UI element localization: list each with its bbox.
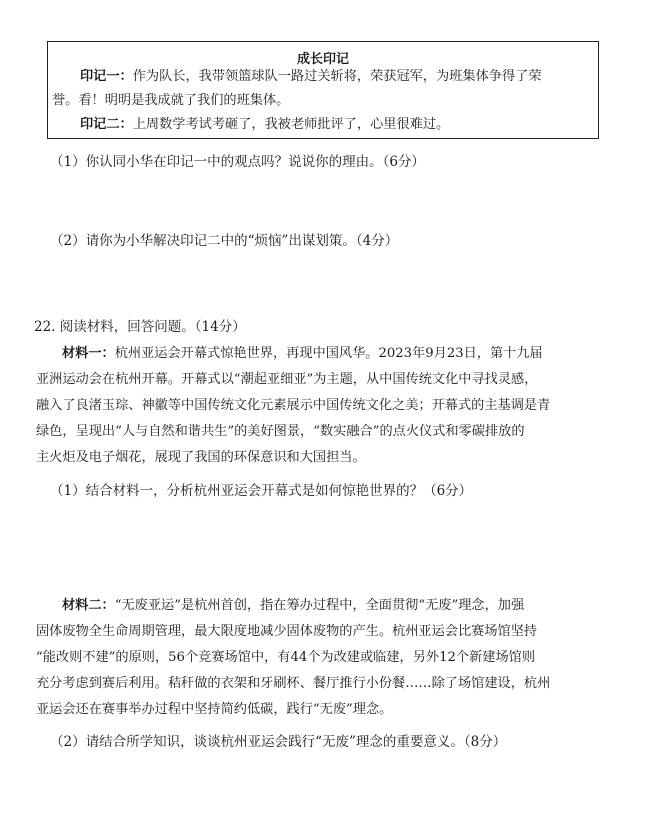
- box-title: 成长印记: [296, 52, 349, 67]
- material1-line3: 融入了良渚玉琮、神徽等中国传统文化元素展示中国传统文化之美；开幕式的主基调是青: [36, 398, 551, 413]
- material1-line5: 主火炬及电子烟花，展现了我国的环保意识和大国担当。: [36, 450, 366, 465]
- material2-line4: 充分考虑到赛后利用。秸秆做的衣架和牙刷杯、餐厅推行小份餐……除了场馆建设，杭州: [36, 676, 551, 691]
- material1-line4: 绿色，呈现出“人与自然和谐共生”的美好图景，“数实融合”的点火仪式和零碳排放的: [36, 424, 525, 439]
- entry1-line1: [80, 68, 542, 86]
- q21-sub2: （2）请你为小华解决印记二中的“烦恼”出谋划策。（4分）: [50, 233, 399, 249]
- entry2-label: 印记二：: [80, 117, 133, 132]
- material2-line1: [62, 597, 524, 615]
- material1-text: 杭州亚运会开幕式惊艳世界，再现中国风华。2023年9月23日，第十九届: [114, 346, 543, 361]
- entry1-label: 印记一：: [80, 69, 133, 84]
- material2-line3: “能改则不建”的原则，56个竞赛场馆中，有44个为改建或临建，另外12个新建场馆则: [36, 650, 536, 665]
- entry2-line: [80, 116, 449, 134]
- q22-sub1: （1）结合材料一，分析杭州亚运会开幕式是如何惊艳世界的？（6分）: [50, 483, 473, 499]
- entry1-text: 作为队长，我带领篮球队一路过关斩将，荣获冠军，为班集体争得了荣: [132, 69, 542, 84]
- entry2-text: 上周数学考试考砸了，我被老师批评了，心里很难过。: [132, 117, 450, 132]
- q21-sub1: （1）你认同小华在印记一中的观点吗？说说你的理由。（6分）: [50, 154, 425, 170]
- q22-sub2: （2）请结合所学知识，谈谈杭州亚运会践行“无废”理念的重要意义。（8分）: [50, 734, 507, 750]
- entry1-line2: 誉。看！明明是我成就了我们的班集体。: [52, 93, 290, 108]
- material2-label: 材料二：: [62, 598, 115, 613]
- material2-text: “无废亚运”是杭州首创，指在筹办过程中，全面贯彻“无废”理念，加强: [114, 598, 525, 613]
- material2-line5: 亚运会还在赛事举办过程中坚持简约低碳，践行“无废”理念。: [36, 702, 393, 717]
- q22-heading: 22. 阅读材料，回答问题。（14分）: [34, 319, 246, 335]
- material1-line2: 亚洲运动会在杭州开幕。开幕式以“潮起亚细亚”为主题，从中国传统文化中寻找灵感，: [36, 372, 538, 387]
- material2-line2: 固体废物全生命周期管理，最大限度地减少固体废物的产生。杭州亚运会比赛场馆坚持: [36, 624, 538, 639]
- material1-line1: [62, 345, 543, 363]
- material1-label: 材料一：: [62, 346, 115, 361]
